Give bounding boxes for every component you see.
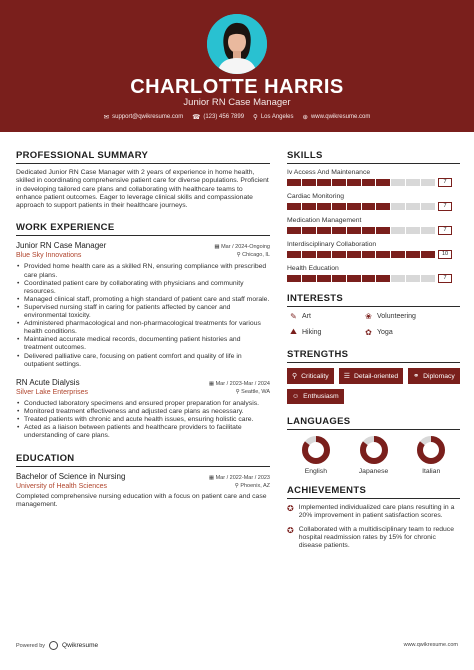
location-pin-icon: ⚲ (234, 483, 241, 490)
degree-title: Bachelor of Science in Nursing (16, 472, 126, 482)
strength-tag (287, 368, 334, 384)
skill-level-segment (391, 179, 405, 186)
contact-email-text: support@qwikresume.com (112, 114, 184, 120)
skill-level-segment (317, 251, 331, 258)
language-level-ring (416, 435, 446, 465)
skill-level-segment (406, 251, 420, 258)
education-entry (16, 472, 270, 510)
language-item (402, 435, 460, 475)
languages-heading: LANGUAGES (287, 416, 460, 430)
phone-icon: ☎ (192, 114, 201, 121)
location-pin-icon: ⚲ (235, 388, 242, 395)
interest-item (289, 312, 364, 321)
candidate-role: Junior RN Case Manager (183, 97, 291, 108)
skill-level-segment (376, 275, 390, 282)
left-column (16, 150, 270, 510)
languages-list (287, 435, 460, 475)
skill-level-segment (302, 275, 316, 282)
strength-tag (287, 389, 344, 404)
language-name: Italian (422, 468, 441, 475)
skill-name: Medication Management (287, 217, 362, 224)
skill-level-segment (362, 227, 376, 234)
strength-label: Diplomacy (423, 372, 455, 380)
contact-phone-text: (123) 456 7899 (203, 114, 245, 120)
education-date (209, 475, 270, 481)
contact-website-text: www.qwikresume.com (310, 114, 371, 120)
calendar-icon: ▦ (214, 244, 222, 251)
education-text: Completed comprehensive nursing education with a focus on patient care and case management. (16, 493, 267, 509)
list-item: • Provided home health care as a skilled RN, ensuring compliance with prescribed care plans. (16, 263, 270, 279)
summary-heading: PROFESSIONAL SUMMARY (16, 150, 270, 164)
skill-level-segment (302, 179, 316, 186)
skill-level-segment (406, 275, 420, 282)
list-item: • Maintained accurate medical records, documenting patient histories and treatment outcomes. (16, 336, 270, 352)
job-location (236, 389, 270, 396)
skill-score: 10 (438, 250, 452, 259)
skill-level-segment (362, 275, 376, 282)
strength-label: Criticality (301, 372, 329, 380)
contact-location (253, 113, 293, 121)
job-location-text: Seattle, WA (241, 388, 270, 395)
strength-tag (339, 368, 403, 384)
person-photo-icon (207, 14, 267, 74)
paintbrush-icon: ✎ (290, 312, 297, 321)
strength-tag (408, 368, 460, 384)
interest-item (364, 312, 444, 321)
skill-level-segment (406, 227, 420, 234)
skill-level-segment (421, 203, 435, 210)
skill-level-segment (332, 275, 346, 282)
job-entry (16, 378, 270, 440)
right-column (287, 150, 460, 556)
skill-level-segment (362, 179, 376, 186)
list-item: • Coordinated patient care by collaborating with physicians and community resources. (16, 280, 270, 296)
contact-phone[interactable] (192, 113, 244, 121)
powered-label: Powered by (16, 642, 46, 649)
job-date (214, 244, 270, 250)
skill-level-segment (317, 275, 331, 282)
job-title: Junior RN Case Manager (16, 241, 107, 251)
profile-photo (207, 14, 267, 74)
skill-level-segment (421, 275, 435, 282)
skill-level-segment (302, 203, 316, 210)
candidate-name: CHARLOTTE HARRIS (130, 76, 344, 98)
skill-level-segment (362, 251, 376, 258)
skill-score: 7 (438, 202, 452, 211)
skill-level-segment (287, 227, 301, 234)
skill-name: Iv Access And Maintenance (287, 169, 371, 176)
job-title: RN Acute Dialysis (16, 377, 80, 387)
job-bullets (16, 400, 270, 440)
skill-level-segment (421, 227, 435, 234)
skill-level-segment (347, 179, 361, 186)
location-pin-icon: ⚲ (236, 252, 243, 259)
website-icon: ⊕ (302, 114, 308, 121)
skills-list (287, 169, 460, 283)
interest-label: Volunteering (377, 313, 416, 320)
skills-heading: SKILLS (287, 150, 460, 164)
hiking-icon: ⛰ (290, 327, 297, 336)
skill-level-bar (287, 227, 435, 234)
company-name: Silver Lake Enterprises (16, 388, 88, 396)
achievement-text: Implemented individualized care plans resulting in a 20% improvement in patient satisfaction scores. (298, 504, 455, 520)
skill-level-bar (287, 179, 435, 186)
skill-level-segment (287, 179, 301, 186)
school-name: University of Health Sciences (16, 483, 108, 491)
skill-item (287, 241, 460, 259)
skill-level-segment (362, 203, 376, 210)
volunteer-icon: ❀ (365, 312, 372, 321)
skill-score: 7 (438, 178, 452, 187)
interest-label: Yoga (377, 328, 393, 336)
education-location (235, 483, 270, 490)
skill-level-bar (287, 251, 435, 258)
skill-score: 7 (438, 226, 452, 235)
skill-level-segment (391, 275, 405, 282)
yoga-icon: ✿ (365, 327, 372, 337)
skill-item (287, 193, 460, 211)
skill-level-segment (376, 251, 390, 258)
education-date-text: Mar / 2022-Mar / 2023 (215, 475, 270, 482)
skill-level-segment (332, 251, 346, 258)
interest-label: Art (302, 313, 311, 320)
skill-level-segment (287, 203, 301, 210)
language-item (287, 435, 345, 475)
list-item: • Supervised nursing staff in caring for patients affected by cancer and environmental toxicity. (16, 304, 270, 320)
skill-level-segment (332, 227, 346, 234)
strength-label: Enthusiasm (303, 393, 339, 400)
language-level-ring (301, 435, 331, 465)
contact-website[interactable] (303, 113, 371, 121)
skill-item (287, 169, 460, 187)
strengths-list (287, 368, 460, 404)
list-item: • Managed clinical staff, promoting a high standard of patient care and staff morale. (16, 296, 270, 304)
skill-level-segment (347, 227, 361, 234)
language-name: Japanese (358, 468, 389, 475)
skill-level-segment (391, 227, 405, 234)
job-date-text: Mar / 2024-Ongoing (221, 244, 270, 251)
job-date-text: Mar / 2023-Mar / 2024 (215, 380, 270, 387)
education-location-text: Phoenix, AZ (240, 483, 270, 490)
interest-item (289, 327, 364, 337)
achievement-item (287, 504, 460, 520)
strength-label: Detail-oriented (354, 372, 399, 380)
interest-label: Hiking (302, 328, 322, 336)
skill-item (287, 265, 460, 283)
list-item: • Treated patients with chronic and acute health issues, ensuring holistic care. (16, 416, 270, 424)
calendar-icon: ▦ (208, 475, 216, 482)
skill-level-segment (332, 179, 346, 186)
handshake-icon: ⚭ (413, 373, 420, 380)
skill-level-segment (406, 179, 420, 186)
award-icon: ✪ (287, 526, 294, 536)
skill-name: Health Education (287, 265, 339, 272)
skill-level-segment (317, 203, 331, 210)
achievement-item (287, 526, 460, 550)
list-item: • Administered pharmacological and non-pharmacological treatments for various health conditions. (16, 320, 270, 336)
skill-level-segment (317, 179, 331, 186)
skill-level-segment (347, 275, 361, 282)
skill-level-segment (376, 203, 390, 210)
skill-level-segment (376, 227, 390, 234)
summary-text: Dedicated Junior RN Case Manager with 2 years of experience in home health, skilled in coordinating comprehensive patient care for diverse populations. Proficient in developing tailored care plans and collaborating with healthcare teams to enhance patient outcomes. Eager to leverage clinical skills and compassionate approach to support patients in their healthcare journeys. (16, 169, 269, 210)
job-bullets (16, 263, 270, 368)
skill-level-segment (376, 179, 390, 186)
company-name: Blue Sky Innovations (16, 252, 82, 260)
location-icon: ⚲ (253, 114, 258, 121)
resume-header (0, 0, 474, 132)
skill-level-segment (406, 203, 420, 210)
calendar-icon: ▦ (208, 380, 216, 387)
job-location (237, 252, 270, 259)
footer-website[interactable]: www.qwikresume.com (403, 642, 458, 648)
list-icon: ☰ (343, 373, 350, 380)
skill-level-segment (302, 251, 316, 258)
education-heading: EDUCATION (16, 453, 270, 467)
skill-level-segment (332, 203, 346, 210)
interest-item (364, 327, 444, 337)
skill-level-bar (287, 203, 435, 210)
skill-level-segment (421, 179, 435, 186)
qwikresume-logo-icon (49, 641, 58, 650)
list-item: • Delivered palliative care, focusing on patient comfort and quality of life in outpatient settings. (16, 353, 270, 369)
skill-level-segment (391, 203, 405, 210)
interests-list (287, 312, 460, 337)
skill-level-segment (391, 251, 405, 258)
contact-bar (0, 113, 474, 121)
award-icon: ✪ (287, 504, 294, 513)
contact-email[interactable] (104, 113, 184, 121)
skill-level-segment (347, 203, 361, 210)
search-icon: ⚲ (292, 373, 298, 380)
skill-level-segment (347, 251, 361, 258)
skill-item (287, 217, 460, 235)
interests-heading: INTERESTS (287, 293, 460, 307)
email-icon: ✉ (103, 114, 110, 121)
skill-level-segment (317, 227, 331, 234)
skill-name: Interdisciplinary Collaboration (287, 241, 377, 248)
strengths-heading: STRENGTHS (287, 349, 460, 363)
list-item: • Conducted laboratory specimens and ensured proper preparation for analysis. (16, 400, 270, 408)
skill-level-segment (287, 275, 301, 282)
list-item: • Acted as a liaison between patients and healthcare providers to facilitate understanding of care plans. (16, 424, 270, 440)
language-name: English (304, 468, 327, 475)
powered-by (16, 641, 98, 650)
smile-icon: ☺ (292, 393, 300, 400)
experience-heading: WORK EXPERIENCE (16, 222, 270, 236)
skill-level-segment (421, 251, 435, 258)
achievement-text: Collaborated with a multidisciplinary team to reduce hospital readmission rates by 15% for chronic disease patients. (298, 526, 454, 550)
language-level-ring (359, 435, 389, 465)
skill-name: Cardiac Monitoring (287, 193, 345, 200)
skill-level-segment (302, 227, 316, 234)
job-entry (16, 241, 270, 368)
contact-location-text: Los Angeles (260, 114, 294, 120)
skill-level-segment (287, 251, 301, 258)
job-date (209, 381, 270, 387)
achievements-heading: ACHIEVEMENTS (287, 485, 460, 499)
brand-name[interactable]: Qwikresume (62, 642, 99, 649)
language-item (345, 435, 403, 475)
page-footer (0, 637, 474, 655)
skill-level-bar (287, 275, 435, 282)
list-item: • Monitored treatment effectiveness and adjusted care plans as necessary. (16, 408, 270, 416)
job-location-text: Chicago, IL (242, 252, 270, 259)
skill-score: 7 (438, 274, 452, 283)
